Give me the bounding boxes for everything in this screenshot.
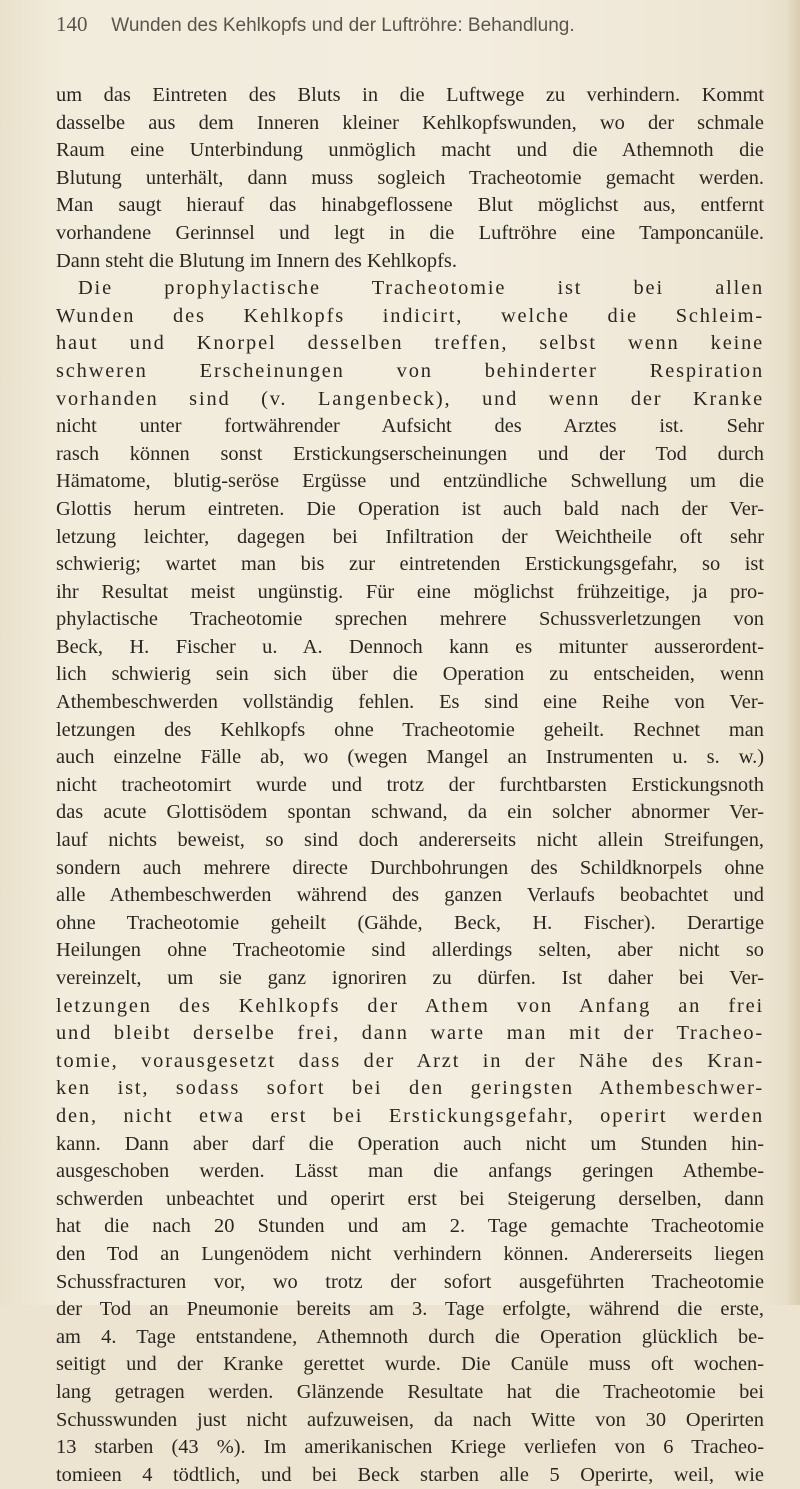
running-title: Wunden des Kehlkopfs und der Luftröhre: Behandlung. xyxy=(111,15,575,36)
text-line: vorhandene Gerinnsel und legt in die Luftröhre eine Tamponcanüle. xyxy=(56,221,764,244)
text-line: Beck, H. Fischer u. A. Dennoch kann es mitunter ausserordent- xyxy=(56,635,764,658)
text-line: kann. Dann aber darf die Operation auch nicht um Stunden hin- xyxy=(56,1132,764,1155)
text-line: seitigt und der Kranke gerettet wurde. Die Canüle muss oft wochen- xyxy=(56,1353,764,1376)
text-line: lang getragen werden. Glänzende Resultate hat die Tracheotomie bei xyxy=(56,1380,764,1403)
body-text xyxy=(56,82,764,1489)
text-line: der Tod an Pneumonie bereits am 3. Tage erfolgte, während die erste, xyxy=(56,1298,764,1321)
text-line: 13 starben (43 %). Im amerikanischen Kriege verliefen von 6 Tracheo- xyxy=(56,1436,764,1459)
text-line: rasch können sonst Erstickungserscheinungen und der Tod durch xyxy=(56,442,764,465)
text-line: tomieen 4 tödtlich, und bei Beck starben alle 5 Operirte, weil, wie xyxy=(56,1463,764,1486)
text-line-emphasized: schweren Erscheinungen von behinderter Respiration xyxy=(56,359,764,382)
text-line-emphasized: haut und Knorpel desselben treffen, selbst wenn keine xyxy=(56,332,764,355)
text-line-emphasized: vorhanden sind (v. Langenbeck), und wenn der Kranke xyxy=(56,387,764,410)
text-line: am 4. Tage entstandene, Athemnoth durch die Operation glücklich be- xyxy=(56,1325,764,1348)
text-line: Schussfracturen vor, wo trotz der sofort ausgeführten Tracheotomie xyxy=(56,1270,764,1293)
text-line: Heilungen ohne Tracheotomie sind allerdings selten, aber nicht so xyxy=(56,939,764,962)
text-line-emphasized: und bleibt derselbe frei, dann warte man mit der Tracheo- xyxy=(56,1022,764,1045)
text-line-emphasized: letzungen des Kehlkopfs der Athem von Anfang an frei xyxy=(56,994,764,1017)
text-line-emphasized: Die prophylactische Tracheotomie ist bei allen xyxy=(78,277,764,300)
text-line: schwerden unbeachtet und operirt erst bei Steigerung derselben, dann xyxy=(56,1187,764,1210)
text-line: auch einzelne Fälle ab, wo (wegen Mangel an Instrumenten u. s. w.) xyxy=(56,746,764,769)
text-line: lich schwierig sein sich über die Operation zu entscheiden, wenn xyxy=(56,663,764,686)
text-line: schwierig; wartet man bis zur eintretenden Erstickungsgefahr, so ist xyxy=(56,553,764,576)
text-line: nicht tracheotomirt wurde und trotz der furchtbarsten Erstickungsnoth xyxy=(56,773,764,796)
text-line: nicht unter fortwährender Aufsicht des Arztes ist. Sehr xyxy=(56,415,764,438)
text-line: alle Athembeschwerden während des ganzen Verlaufs beobachtet und xyxy=(56,884,764,907)
text-line: ausgeschoben werden. Lässt man die anfangs geringen Athembe- xyxy=(56,1160,764,1183)
page-edge-shadow xyxy=(786,0,800,1305)
text-line: Blutung unterhält, dann muss sogleich Tracheotomie gemacht werden. xyxy=(56,166,764,189)
text-line: Dann steht die Blutung im Innern des Kehlkopfs. xyxy=(56,249,457,272)
text-line: ihr Resultat meist ungünstig. Für eine möglichst frühzeitige, ja pro- xyxy=(56,580,764,603)
text-line: vereinzelt, um sie ganz ignoriren zu dürfen. Ist daher bei Ver- xyxy=(56,967,764,989)
page-number: 140 xyxy=(56,12,88,36)
text-line: letzung leichter, dagegen bei Infiltration der Weichtheile oft sehr xyxy=(56,525,764,548)
text-line: ohne Tracheotomie geheilt (Gähde, Beck, H. Fischer). Derartige xyxy=(56,911,764,934)
text-line: Man saugt hierauf das hinabgeflossene Blut möglichst aus, entfernt xyxy=(56,194,764,217)
text-line: Raum eine Unterbindung unmöglich macht und die Athemnoth die xyxy=(56,139,764,162)
text-line: das acute Glottisödem spontan schwand, da ein solcher abnormer Ver- xyxy=(56,801,764,824)
text-line: Hämatome, blutig-seröse Ergüsse und entzündliche Schwellung um die xyxy=(56,470,764,493)
text-line: hat die nach 20 Stunden und am 2. Tage gemachte Tracheotomie xyxy=(56,1215,764,1238)
text-line: um das Eintreten des Bluts in die Luftwege zu verhindern. Kommt xyxy=(56,84,764,106)
text-line: den Tod an Lungenödem nicht verhindern können. Andererseits liegen xyxy=(56,1242,764,1265)
text-line-emphasized: ken ist, sodass sofort bei den geringsten Athembeschwer- xyxy=(56,1077,764,1100)
text-line: phylactische Tracheotomie sprechen mehrere Schussverletzungen von xyxy=(56,608,764,631)
text-line: sondern auch mehrere directe Durchbohrungen des Schildknorpels ohne xyxy=(56,856,764,879)
text-line: dasselbe aus dem Inneren kleiner Kehlkopfswunden, wo der schmale xyxy=(56,111,764,134)
text-line: letzungen des Kehlkopfs ohne Tracheotomie geheilt. Rechnet man xyxy=(56,718,764,741)
running-header xyxy=(56,6,756,42)
text-line-emphasized: den, nicht etwa erst bei Erstickungsgefahr, operirt werden xyxy=(56,1104,764,1127)
text-line-emphasized: tomie, vorausgesetzt dass der Arzt in der Nähe des Kran- xyxy=(56,1049,764,1072)
text-line: Schusswunden just nicht aufzuweisen, da nach Witte von 30 Operirten xyxy=(56,1408,764,1431)
text-line: lauf nichts beweist, so sind doch andererseits nicht allein Streifungen, xyxy=(56,829,764,852)
text-line: Glottis herum eintreten. Die Operation ist auch bald nach der Ver- xyxy=(56,497,764,520)
text-line: Athembeschwerden vollständig fehlen. Es sind eine Reihe von Ver- xyxy=(56,691,764,714)
text-line-emphasized: Wunden des Kehlkopfs indicirt, welche die Schleim- xyxy=(56,304,764,327)
